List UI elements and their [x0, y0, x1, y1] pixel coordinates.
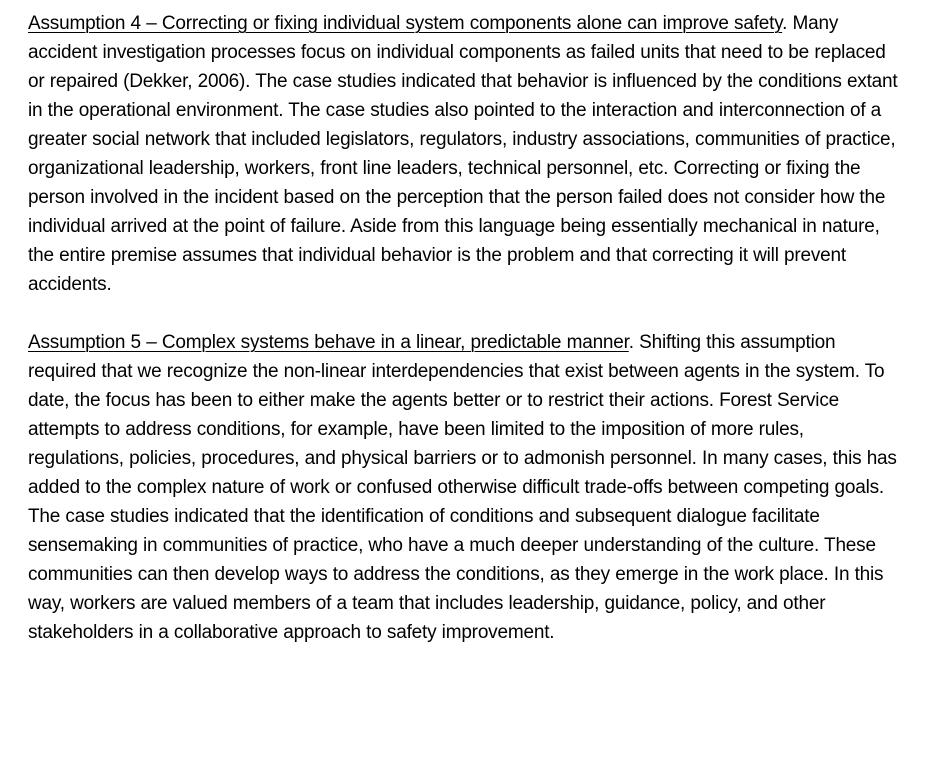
assumption-4-heading: Assumption 4 – Correcting or fixing individual system components alone can improve safety — [28, 13, 783, 34]
paragraph-assumption-5 — [28, 328, 904, 647]
assumption-5-body: . Shifting this assumption required that we recognize the non-linear interdependencies that exist between agents in the system. To date, the focus has been to either make the agents better or to restrict their actions. Forest Service attempts to address conditions, for example, have been limited to the imposition of more rules, regulations, policies, procedures, and physical barriers or to admonish personnel. In many cases, this has added to the complex nature of work or confused otherwise difficult trade-offs between competing goals. The case studies indicated that the identification of conditions and subsequent dialogue facilitate sensemaking in communities of practice, who have a much deeper understanding of the culture. These communities can then develop ways to address the conditions, as they emerge in the work place. In this way, workers are valued members of a team that includes leadership, guidance, policy, and other stakeholders in a collaborative approach to safety improvement. — [28, 332, 897, 643]
assumption-5-heading: Assumption 5 – Complex systems behave in a linear, predictable manner — [28, 332, 629, 353]
paragraph-assumption-4 — [28, 9, 904, 299]
assumption-4-body: . Many accident investigation processes focus on individual components as failed units that need to be replaced or repaired (Dekker, 2006). The case studies indicated that behavior is influenced by the conditions extant in the operational environment. The case studies also pointed to the interaction and interconnection of a greater social network that included legislators, regulators, industry associations, communities of practice, organizational leadership, workers, front line leaders, technical personnel, etc. Correcting or fixing the person involved in the incident based on the perception that the person failed does not consider how the individual arrived at the point of failure. Aside from this language being essentially mechanical in nature, the entire premise assumes that individual behavior is the problem and that correcting it will prevent accidents. — [28, 13, 898, 295]
